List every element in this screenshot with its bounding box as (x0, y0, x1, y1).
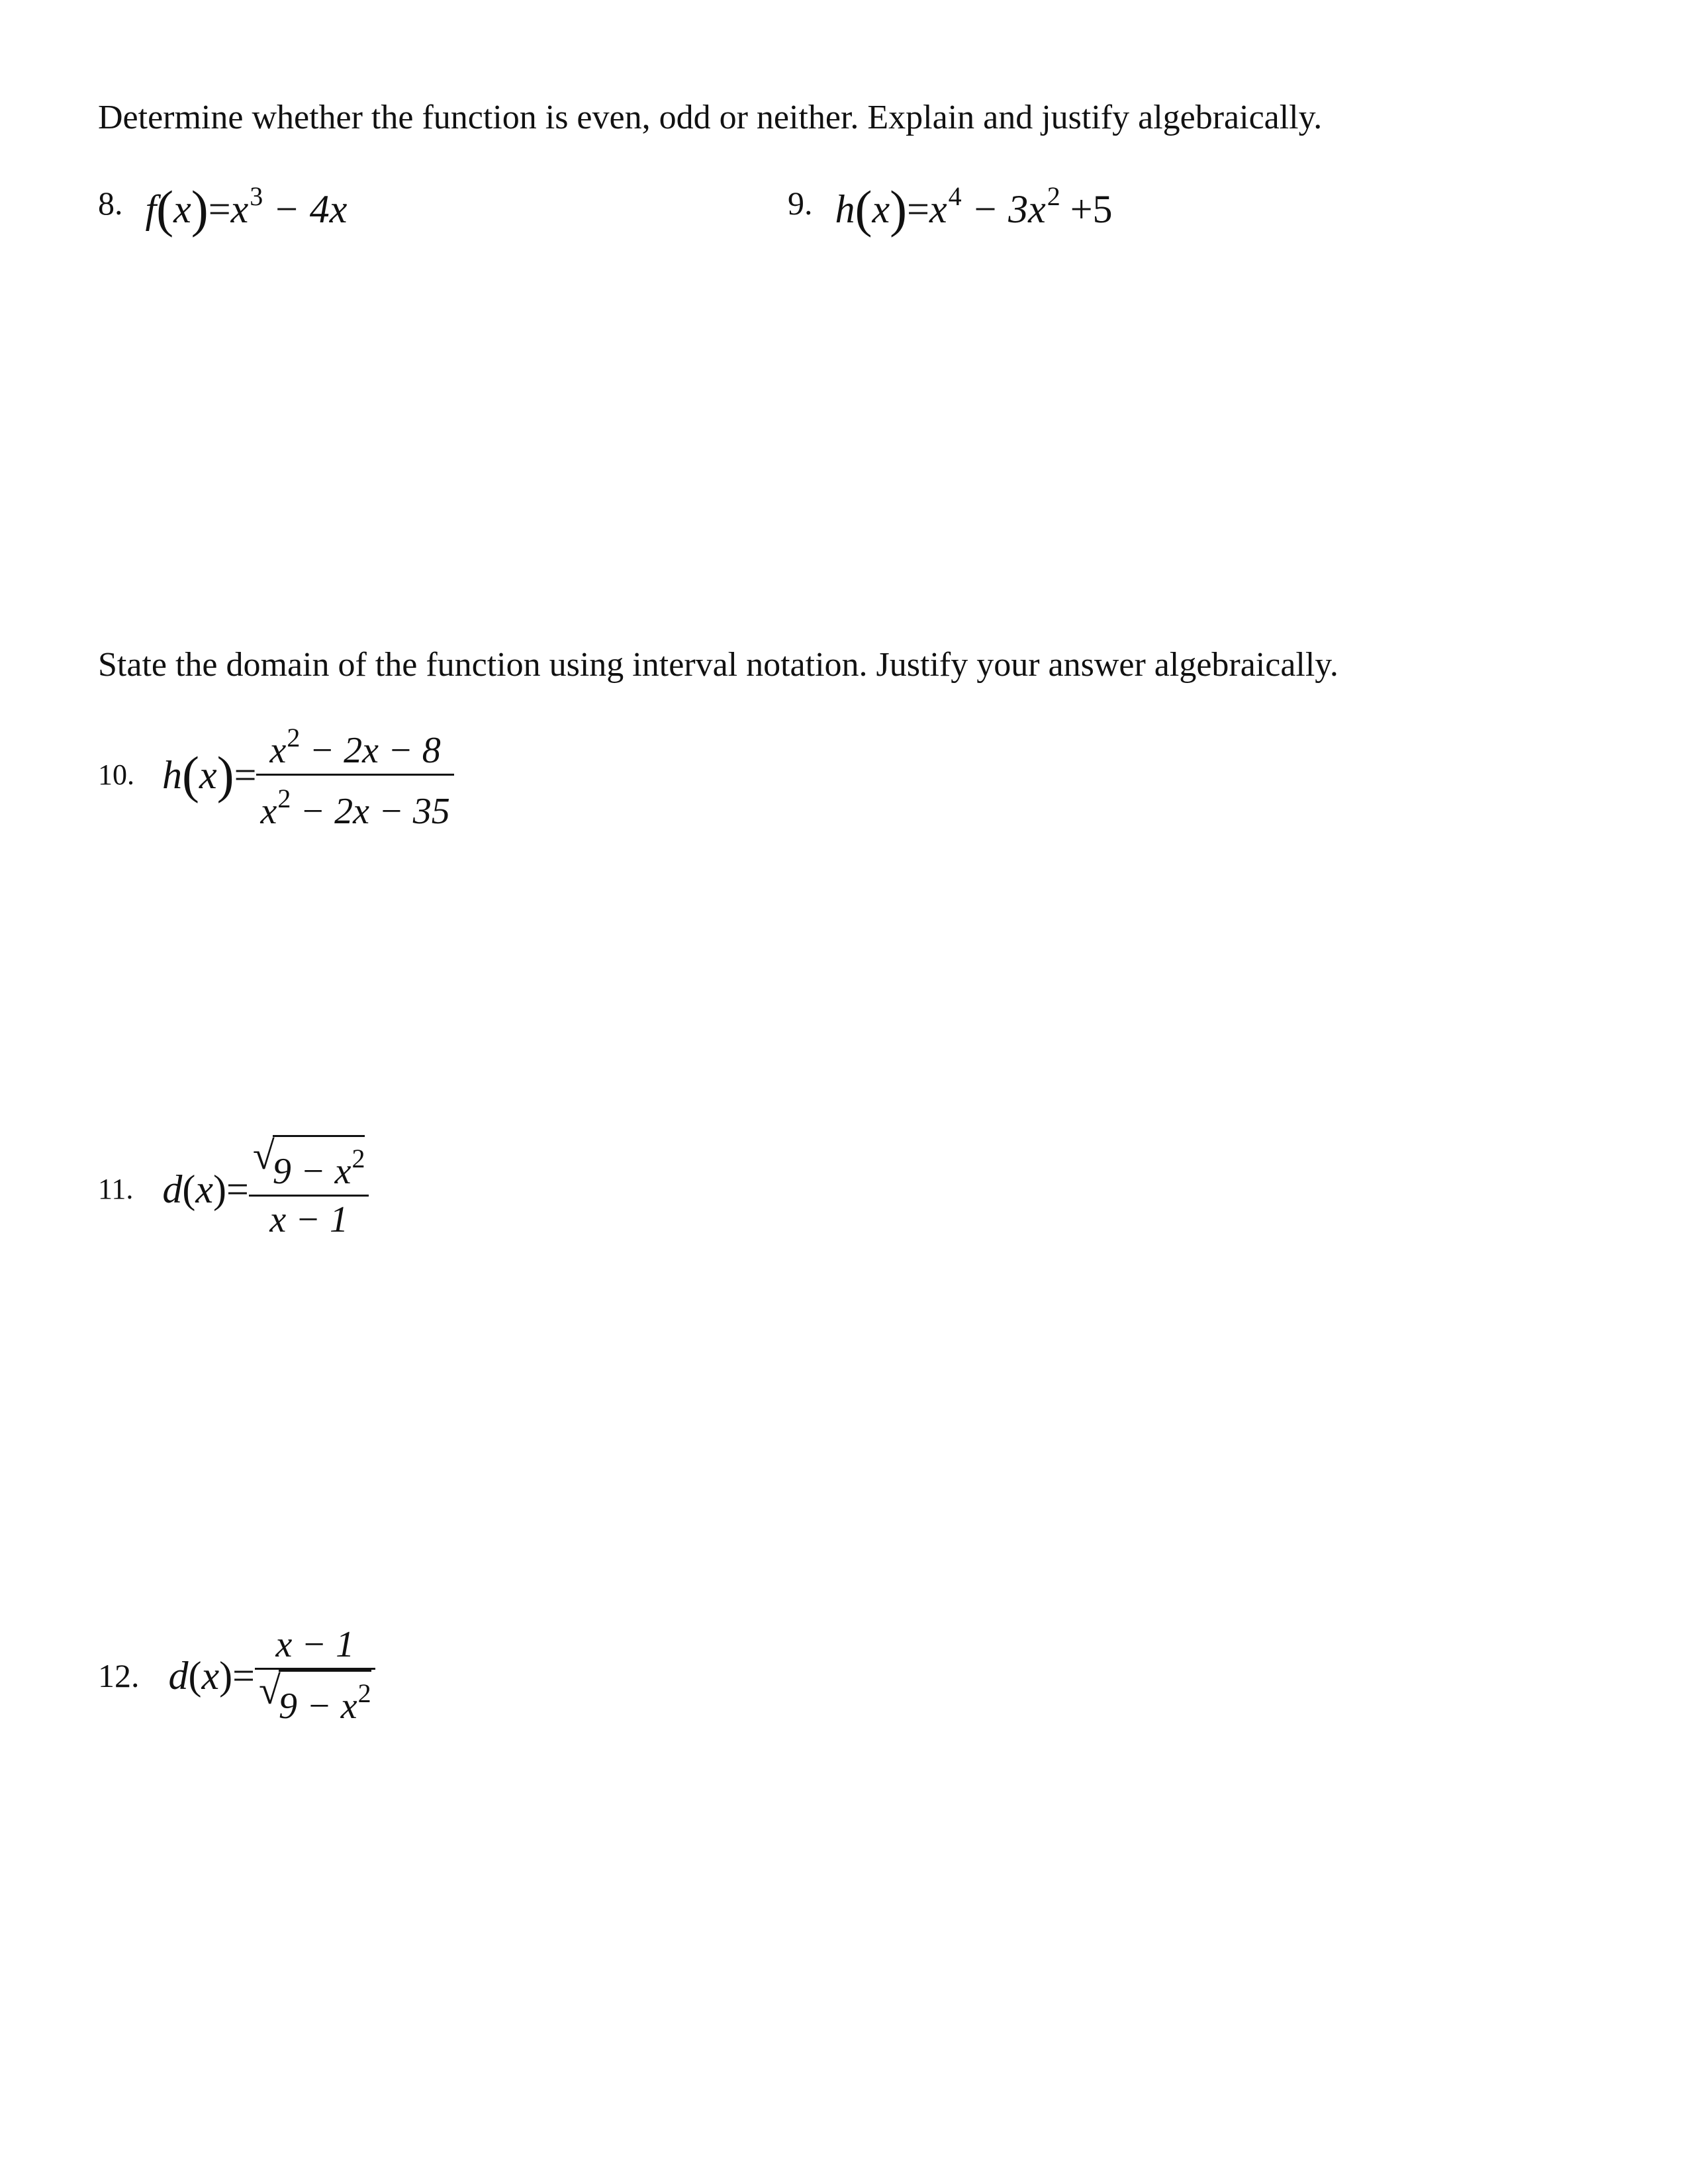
radical-sign: √ (258, 1668, 281, 1712)
variable: x (201, 1653, 220, 1698)
function-name: h (835, 187, 855, 231)
variable: x (872, 187, 890, 231)
term-rest: − 4x (263, 187, 348, 231)
problem-10-fraction (256, 715, 453, 835)
paren-close: ) (213, 1167, 226, 1211)
problem-number: 12. (98, 1657, 140, 1694)
term-constant: +5 (1060, 187, 1113, 231)
denominator: $x^2 - 2x - 35$ (260, 784, 450, 832)
denominator: x − 1 (269, 1199, 348, 1240)
variable: x (173, 187, 191, 231)
equals-sign: = (907, 187, 929, 231)
function-name: d (168, 1653, 189, 1698)
paren-open: ( (182, 1167, 196, 1211)
paren-open: ( (156, 180, 174, 238)
problem-number: 10. (98, 758, 134, 791)
term-variable: x (929, 187, 947, 231)
problem-8-equation (145, 173, 348, 238)
paren-close: ) (216, 745, 234, 803)
problem-11-fraction (249, 1135, 369, 1243)
function-name: d (162, 1167, 183, 1211)
equals-sign: = (234, 752, 257, 797)
problem-10-lhs (162, 745, 257, 803)
exponent: 2 (1047, 181, 1060, 211)
instruction-even-odd: Determine whether the function is even, odd or neither. Explain and justify algebraically. (98, 99, 1323, 136)
paren-open: ( (188, 1653, 202, 1698)
exponent: 4 (948, 181, 962, 211)
radical-sign: √ (252, 1134, 275, 1177)
problem-number: 11. (98, 1172, 134, 1205)
equals-sign: = (232, 1653, 255, 1698)
problem-number: 9. (788, 184, 813, 222)
square-root: √ $9 - x^2$ (252, 1134, 365, 1192)
numerator: x − 1 (275, 1624, 355, 1665)
variable: x (195, 1167, 213, 1211)
denominator (255, 1670, 375, 1729)
problem-12-fraction (255, 1621, 375, 1729)
paren-open: ( (855, 180, 872, 238)
problem-12-lhs (169, 1653, 255, 1699)
problem-11-lhs (162, 1166, 248, 1212)
equals-sign: = (226, 1167, 249, 1211)
square-root: √ $9 - x^2$ (258, 1668, 371, 1727)
paren-close: ) (191, 180, 209, 238)
numerator: $x^2 - 2x - 8$ (269, 723, 441, 771)
term-variable: x (230, 187, 249, 231)
term-middle: − 3x (961, 187, 1046, 231)
problem-number: 8. (98, 184, 123, 222)
paren-close: ) (219, 1653, 233, 1698)
instruction-domain: State the domain of the function using interval notation. Justify your answer algebraically. (98, 646, 1338, 684)
problem-11 (98, 1135, 369, 1243)
problem-9 (788, 173, 1113, 238)
variable: x (199, 752, 217, 797)
function-name: f (145, 187, 157, 231)
paren-open: ( (182, 745, 199, 803)
problem-12 (98, 1621, 375, 1729)
paren-close: ) (890, 180, 908, 238)
problem-8 (98, 173, 348, 238)
problem-10 (98, 715, 454, 835)
problem-9-equation (835, 173, 1113, 238)
function-name: h (162, 752, 182, 797)
equals-sign: = (208, 187, 231, 231)
exponent: 3 (250, 181, 263, 211)
numerator (249, 1135, 369, 1195)
